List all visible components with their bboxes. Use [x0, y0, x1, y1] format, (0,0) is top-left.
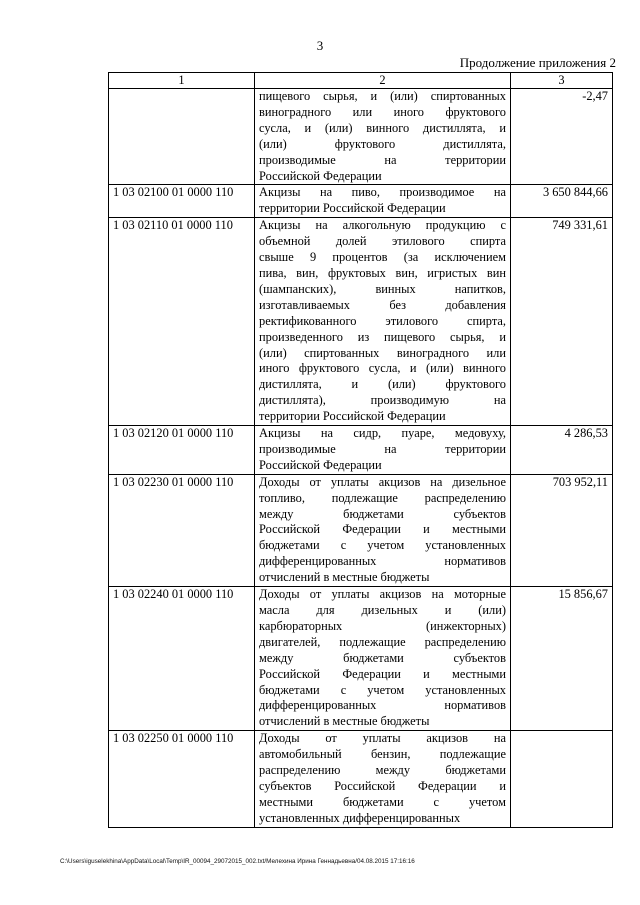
description-line: дифференцированных нормативов — [259, 554, 506, 569]
table-row — [109, 89, 613, 185]
description-line: субъектов Российской Федерации и — [259, 778, 506, 793]
budget-code-cell: 1 03 02110 01 0000 110 — [109, 218, 255, 426]
description-line: между бюджетами субъектов — [259, 650, 506, 665]
description-line: дистиллята), производимую на — [259, 393, 506, 408]
amount-cell: 749 331,61 — [511, 218, 613, 426]
budget-code-cell: 1 03 02100 01 0000 110 — [109, 185, 255, 218]
description-cell — [255, 587, 511, 731]
description-cell — [255, 185, 511, 218]
description-line: отчислений в местные бюджеты — [259, 714, 430, 729]
description-line: Акцизы на алкогольную продукцию с — [259, 218, 506, 233]
description-line: иного фруктового сусла, и (или) винного — [259, 361, 506, 376]
description-line: установленных дифференцированных — [259, 810, 461, 825]
description-line: распределению между бюджетами — [259, 763, 506, 778]
description-line: Акцизы на сидр, пуаре, медовуху, — [259, 426, 506, 441]
description-line: пищевого сырья, и (или) спиртованных — [259, 89, 506, 103]
description-line: Акцизы на пиво, производимое на — [259, 185, 506, 200]
description-line: Российской Федерации и местными — [259, 522, 506, 537]
description-line: дистиллята, и (или) фруктового — [259, 377, 506, 392]
page-number: 3 — [316, 38, 324, 53]
table-row — [109, 218, 613, 426]
description-line: местными бюджетами с учетом — [259, 794, 506, 809]
description-line: производимые на территории — [259, 152, 506, 167]
description-cell — [255, 474, 511, 586]
budget-code-cell: 1 03 02230 01 0000 110 — [109, 474, 255, 586]
amount-cell: 703 952,11 — [511, 474, 613, 586]
table-row — [109, 474, 613, 586]
table-header-row — [109, 73, 613, 89]
description-line: Доходы от уплаты акцизов на — [259, 731, 506, 746]
column-header-description: 2 — [255, 73, 511, 89]
description-line: территории Российской Федерации — [259, 409, 446, 424]
description-cell — [255, 731, 511, 827]
description-line: сусла, и (или) винного дистиллята, и — [259, 120, 506, 135]
description-line: Российской Федерации — [259, 457, 382, 472]
description-line: виноградного или иного фруктового — [259, 104, 506, 119]
description-line: свыше 9 процентов (за исключением — [259, 250, 506, 265]
budget-code-cell: 1 03 02240 01 0000 110 — [109, 587, 255, 731]
amount-cell: -2,47 — [511, 89, 613, 185]
description-line: масла для дизельных и (или) — [259, 603, 506, 617]
description-cell — [255, 89, 511, 185]
description-line: Доходы от уплаты акцизов на моторные — [259, 587, 506, 602]
description-line: двигателей, подлежащие распределению — [259, 634, 506, 649]
description-line: бюджетами с учетом установленных — [259, 538, 506, 553]
description-line: (шампанских), винных напитков, — [259, 281, 506, 296]
budget-code-cell — [109, 89, 255, 185]
description-line: Российской Федерации и местными — [259, 666, 506, 681]
description-line: (или) спиртованных виноградного или — [259, 345, 506, 360]
description-line: автомобильный бензин, подлежащие — [259, 747, 506, 762]
description-line: (или) фруктового дистиллята, — [259, 136, 506, 151]
column-header-amount: 3 — [511, 73, 613, 89]
description-line: Доходы от уплаты акцизов на дизельное — [259, 474, 506, 489]
appendix-continuation-label: Продолжение приложения 2 — [459, 55, 616, 70]
description-line: производимые на территории — [259, 441, 506, 456]
description-line: карбюраторных (инжекторных) — [259, 618, 506, 633]
description-line: объемной долей этилового спирта — [259, 234, 506, 249]
description-line: Российской Федерации — [259, 168, 382, 183]
description-cell — [255, 426, 511, 475]
revenue-table — [108, 72, 613, 828]
table-row — [109, 185, 613, 218]
table-row — [109, 731, 613, 827]
description-line: бюджетами с учетом установленных — [259, 682, 506, 697]
file-path-footer: C:\Users\iguselekhina\AppData\Local\Temp\IR_00094_29072015_002.txt/Мелехина Ирина Геннадьевна/04.08.2015 17:16:16 — [60, 858, 415, 865]
table-row — [109, 426, 613, 475]
amount-cell: 15 856,67 — [511, 587, 613, 731]
description-line: пива, вин, фруктовых вин, игристых вин — [259, 265, 506, 280]
description-cell — [255, 218, 511, 426]
amount-cell — [511, 731, 613, 827]
amount-cell: 3 650 844,66 — [511, 185, 613, 218]
description-line: дифференцированных нормативов — [259, 698, 506, 713]
description-line: произведенного из пищевого сырья, и — [259, 329, 506, 344]
description-line: отчислений в местные бюджеты — [259, 570, 430, 585]
budget-code-cell: 1 03 02120 01 0000 110 — [109, 426, 255, 475]
column-header-code: 1 — [109, 73, 255, 89]
description-line: изготавливаемых без добавления — [259, 297, 506, 312]
amount-cell: 4 286,53 — [511, 426, 613, 475]
table-row — [109, 587, 613, 731]
description-line: ректификованного этилового спирта, — [259, 313, 506, 328]
description-line: территории Российской Федерации — [259, 201, 446, 216]
description-line: топливо, подлежащие распределению — [259, 490, 506, 505]
description-line: между бюджетами субъектов — [259, 506, 506, 521]
budget-code-cell: 1 03 02250 01 0000 110 — [109, 731, 255, 827]
